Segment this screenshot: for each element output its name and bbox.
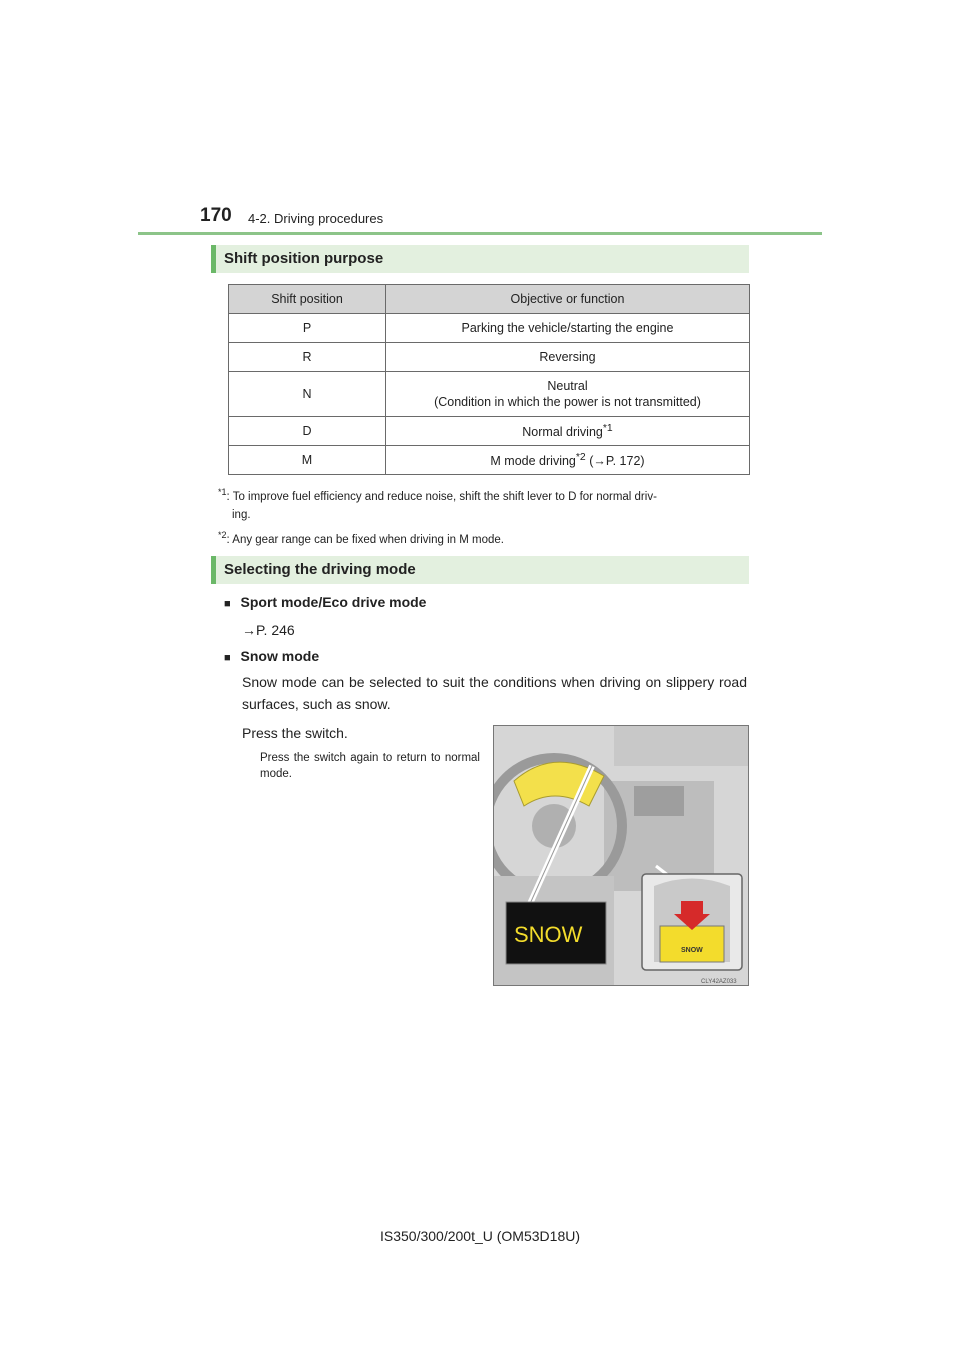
table-row <box>229 446 750 475</box>
footnote-text: : Any gear range can be fixed when driving in M mode. <box>226 533 504 546</box>
table-row <box>229 343 750 372</box>
snow-mode-heading-text: Snow mode <box>240 648 320 664</box>
footnote-marker: *1 <box>602 422 613 434</box>
snow-mode-note: Press the switch again to return to normal mode. <box>260 752 480 780</box>
table-row <box>229 372 750 417</box>
section-title: 4-2. Driving procedures <box>248 211 384 226</box>
footnote-marker: *1 <box>218 487 227 497</box>
table-row <box>229 314 750 343</box>
header-divider <box>138 232 822 235</box>
snow-mode-description: Snow mode can be selected to suit the conditions when driving on slippery road surfaces, such as snow. <box>242 674 747 712</box>
function-cell: Parking the vehicle/starting the engine <box>386 314 750 343</box>
section-heading-driving-mode: Selecting the driving mode <box>211 556 749 584</box>
function-text: M mode driving <box>490 454 576 469</box>
function-cell: Reversing <box>386 343 750 372</box>
sport-eco-heading-text: Sport mode/Eco drive mode <box>240 594 427 610</box>
snow-switch-illustration <box>493 725 749 986</box>
function-line: (Condition in which the power is not transmitted) <box>434 395 701 409</box>
shift-position-cell: N <box>229 372 386 417</box>
shift-position-cell: R <box>229 343 386 372</box>
snow-display-text: SNOW <box>514 922 583 947</box>
function-cell <box>386 372 750 417</box>
function-text: Normal driving <box>522 425 603 440</box>
function-cell <box>386 446 750 475</box>
footnote-text: : To improve fuel efficiency and reduce noise, shift the shift lever to D for normal driv- <box>226 490 657 503</box>
column-header: Shift position <box>229 285 386 314</box>
table-row <box>229 417 750 446</box>
shift-position-cell: D <box>229 417 386 446</box>
column-header: Objective or function <box>386 285 750 314</box>
snow-mode-instruction: Press the switch. <box>242 725 348 741</box>
snow-button-label: SNOW <box>681 947 703 954</box>
footnote-1 <box>218 483 758 524</box>
page-reference-link[interactable]: (→P. 172) <box>589 454 645 469</box>
footnote-marker: *2 <box>575 451 586 463</box>
illustration-code: CLY42AZ033 <box>701 979 737 985</box>
footnote-marker: *2 <box>218 530 227 540</box>
table-header-row <box>229 285 750 314</box>
section-heading-shift-position: Shift position purpose <box>211 245 749 273</box>
snow-mode-heading <box>224 648 319 664</box>
shift-position-cell: P <box>229 314 386 343</box>
sport-eco-page-reference[interactable]: →P. 246 <box>242 622 295 638</box>
square-bullet-icon: ■ <box>224 598 231 610</box>
shift-position-table <box>228 284 750 475</box>
footnote-2 <box>218 526 758 549</box>
sport-eco-heading <box>224 594 426 610</box>
footnote-text-cont: ing. <box>232 508 251 521</box>
page-number: 170 <box>200 205 232 226</box>
dashboard-drawing <box>494 726 749 986</box>
square-bullet-icon: ■ <box>224 652 231 664</box>
footer-model-code: IS350/300/200t_U (OM53D18U) <box>380 1228 580 1244</box>
shift-position-cell: M <box>229 446 386 475</box>
function-line: Neutral <box>547 379 588 393</box>
function-cell <box>386 417 750 446</box>
